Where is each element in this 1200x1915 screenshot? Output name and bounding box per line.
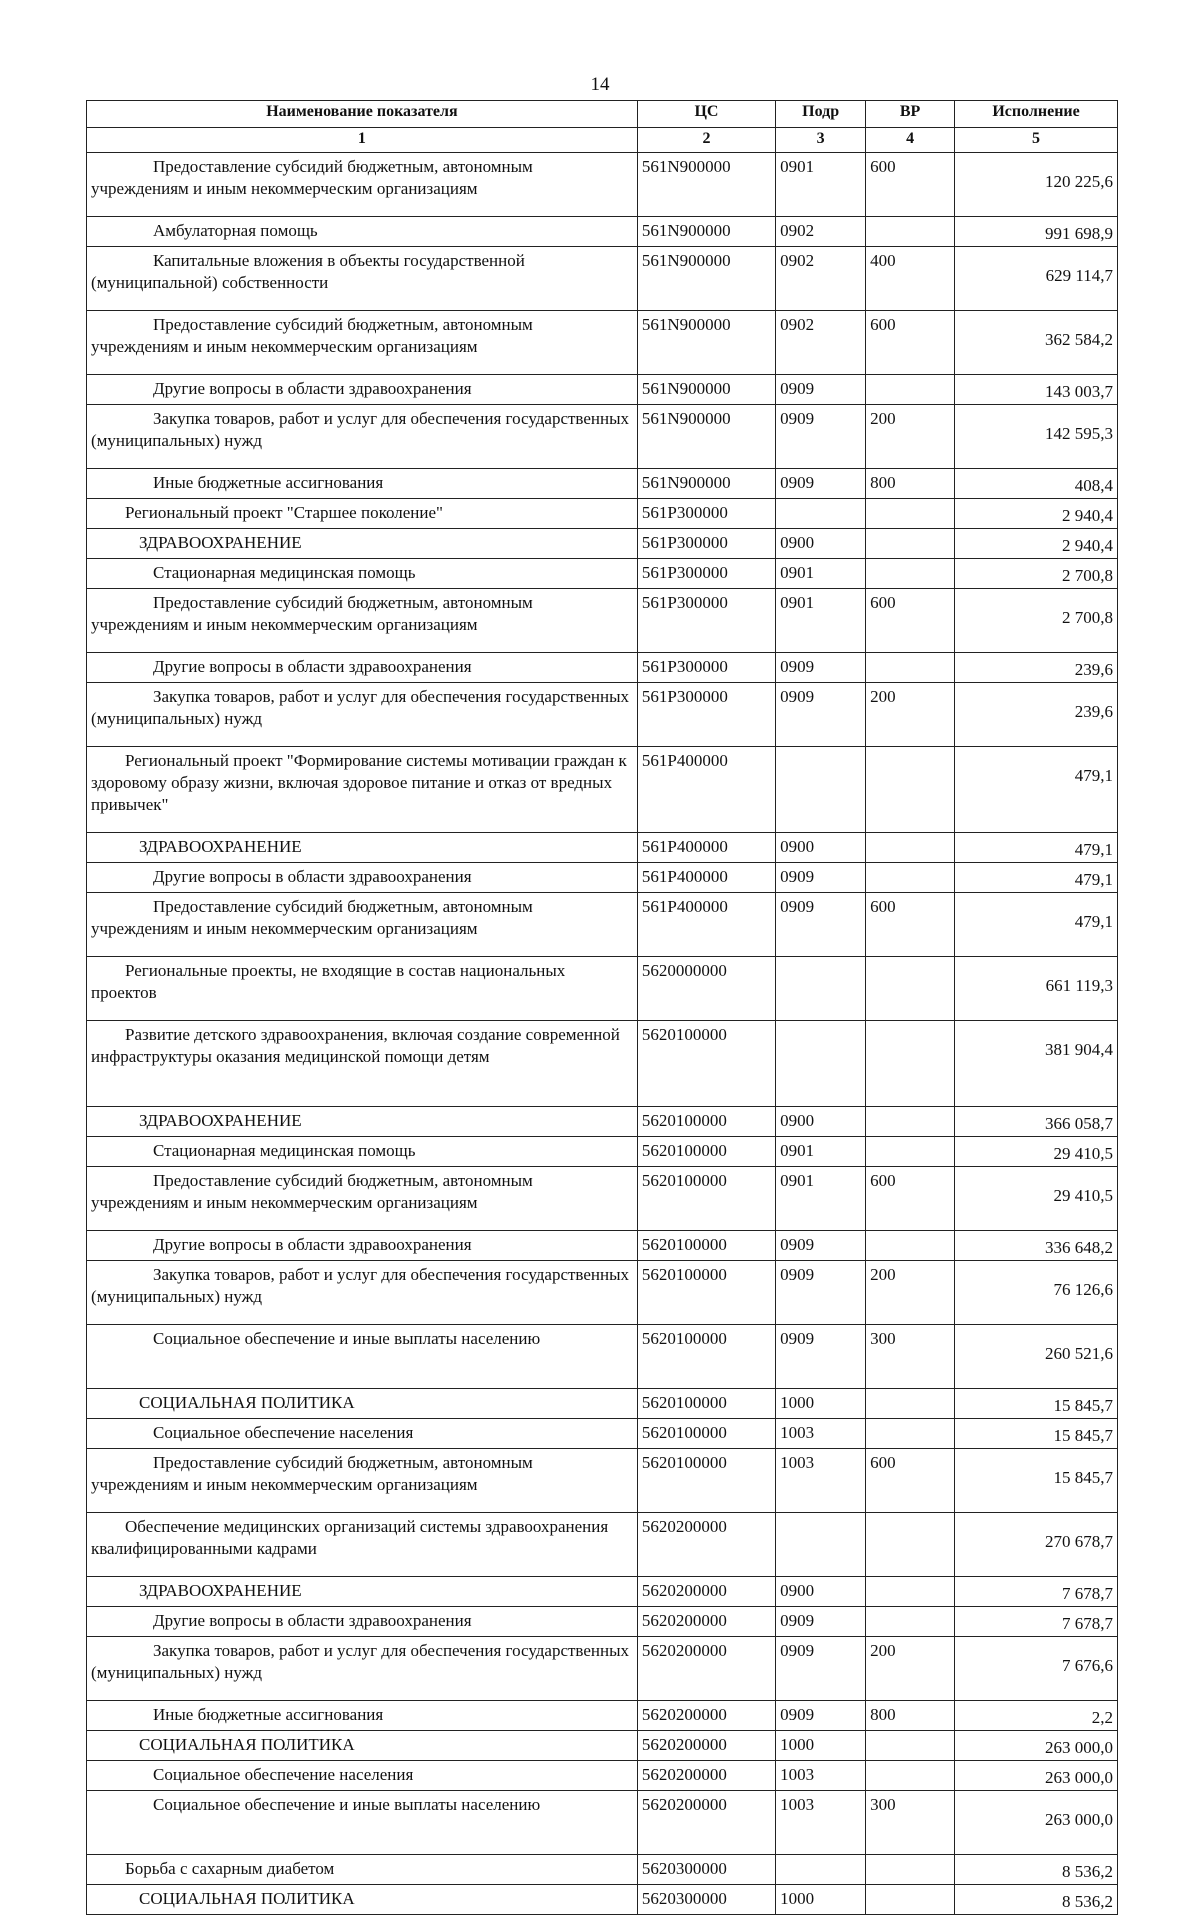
row-podr-code: 1003 — [776, 1449, 866, 1513]
row-vr-code — [866, 1389, 955, 1419]
budget-execution-table — [86, 100, 1118, 1915]
column-number-row — [87, 128, 1118, 153]
row-execution-value: 479,1 — [955, 863, 1118, 893]
row-indicator-name: Закупка товаров, работ и услуг для обеспечения государственных (муниципальных) нужд — [87, 683, 638, 747]
row-podr-code: 0909 — [776, 1637, 866, 1701]
row-cs-code: 561N900000 — [637, 217, 775, 247]
row-execution-value: 2 700,8 — [955, 559, 1118, 589]
row-vr-code — [866, 217, 955, 247]
row-podr-code: 1000 — [776, 1389, 866, 1419]
row-vr-code — [866, 499, 955, 529]
row-cs-code: 5620200000 — [637, 1791, 775, 1855]
row-indicator-name: Другие вопросы в области здравоохранения — [87, 863, 638, 893]
row-execution-value: 661 119,3 — [955, 957, 1118, 1021]
row-vr-code: 300 — [866, 1325, 955, 1389]
row-vr-code: 300 — [866, 1791, 955, 1855]
row-podr-code — [776, 1855, 866, 1885]
row-execution-value: 2 700,8 — [955, 589, 1118, 653]
column-number: 4 — [866, 128, 955, 153]
row-vr-code — [866, 747, 955, 833]
row-indicator-name: Предоставление субсидий бюджетным, автономным учреждениям и иным некоммерческим организациям — [87, 1449, 638, 1513]
row-execution-value: 8 536,2 — [955, 1885, 1118, 1915]
table-row — [87, 247, 1118, 311]
row-cs-code: 561P300000 — [637, 559, 775, 589]
row-podr-code: 0909 — [776, 1325, 866, 1389]
row-vr-code — [866, 1577, 955, 1607]
column-number: 2 — [637, 128, 775, 153]
row-vr-code: 600 — [866, 311, 955, 375]
row-indicator-name: Капитальные вложения в объекты государственной (муниципальной) собственности — [87, 247, 638, 311]
table-row — [87, 683, 1118, 747]
row-cs-code: 561N900000 — [637, 153, 775, 217]
row-cs-code: 561P400000 — [637, 863, 775, 893]
row-execution-value: 270 678,7 — [955, 1513, 1118, 1577]
row-vr-code: 200 — [866, 1637, 955, 1701]
row-podr-code: 0909 — [776, 653, 866, 683]
row-podr-code: 0902 — [776, 247, 866, 311]
row-indicator-name: Развитие детского здравоохранения, включая создание современной инфраструктуры оказания медицинской помощи детям — [87, 1021, 638, 1107]
row-vr-code — [866, 1885, 955, 1915]
row-indicator-name: Амбулаторная помощь — [87, 217, 638, 247]
header-podr: Подр — [776, 101, 866, 128]
row-podr-code: 0900 — [776, 1107, 866, 1137]
row-vr-code — [866, 957, 955, 1021]
row-podr-code: 0909 — [776, 1261, 866, 1325]
row-vr-code — [866, 375, 955, 405]
row-vr-code: 600 — [866, 153, 955, 217]
row-vr-code: 200 — [866, 1261, 955, 1325]
row-vr-code — [866, 1419, 955, 1449]
row-cs-code: 5620300000 — [637, 1885, 775, 1915]
row-vr-code — [866, 1731, 955, 1761]
row-execution-value: 479,1 — [955, 833, 1118, 863]
table-body — [87, 153, 1118, 1915]
row-podr-code: 0909 — [776, 1231, 866, 1261]
row-indicator-name: Предоставление субсидий бюджетным, автономным учреждениям и иным некоммерческим организациям — [87, 153, 638, 217]
row-podr-code: 0900 — [776, 529, 866, 559]
row-indicator-name: Другие вопросы в области здравоохранения — [87, 375, 638, 405]
row-vr-code: 800 — [866, 469, 955, 499]
row-indicator-name: ЗДРАВООХРАНЕНИЕ — [87, 1577, 638, 1607]
row-execution-value: 29 410,5 — [955, 1167, 1118, 1231]
row-indicator-name: Социальное обеспечение населения — [87, 1419, 638, 1449]
row-execution-value: 239,6 — [955, 653, 1118, 683]
row-podr-code: 0900 — [776, 833, 866, 863]
row-indicator-name: Предоставление субсидий бюджетным, автономным учреждениям и иным некоммерческим организациям — [87, 1167, 638, 1231]
table-row — [87, 1389, 1118, 1419]
table-row — [87, 1701, 1118, 1731]
row-cs-code: 561P300000 — [637, 653, 775, 683]
row-execution-value: 362 584,2 — [955, 311, 1118, 375]
row-vr-code: 200 — [866, 683, 955, 747]
row-vr-code: 800 — [866, 1701, 955, 1731]
row-cs-code: 5620100000 — [637, 1107, 775, 1137]
table-row — [87, 957, 1118, 1021]
row-cs-code: 561N900000 — [637, 469, 775, 499]
row-cs-code: 5620200000 — [637, 1637, 775, 1701]
row-vr-code — [866, 863, 955, 893]
row-podr-code: 1003 — [776, 1419, 866, 1449]
row-indicator-name: Борьба с сахарным диабетом — [87, 1855, 638, 1885]
row-vr-code — [866, 1137, 955, 1167]
row-execution-value: 15 845,7 — [955, 1419, 1118, 1449]
table-row — [87, 1513, 1118, 1577]
column-number: 3 — [776, 128, 866, 153]
row-cs-code: 5620200000 — [637, 1761, 775, 1791]
row-cs-code: 5620100000 — [637, 1021, 775, 1107]
row-vr-code — [866, 1021, 955, 1107]
row-podr-code — [776, 957, 866, 1021]
row-podr-code: 0909 — [776, 683, 866, 747]
table-row — [87, 375, 1118, 405]
row-execution-value: 76 126,6 — [955, 1261, 1118, 1325]
row-execution-value: 629 114,7 — [955, 247, 1118, 311]
row-indicator-name: СОЦИАЛЬНАЯ ПОЛИТИКА — [87, 1389, 638, 1419]
row-execution-value: 2,2 — [955, 1701, 1118, 1731]
row-indicator-name: Стационарная медицинская помощь — [87, 559, 638, 589]
row-indicator-name: Предоставление субсидий бюджетным, автономным учреждениям и иным некоммерческим организациям — [87, 589, 638, 653]
table-row — [87, 153, 1118, 217]
row-podr-code: 0909 — [776, 893, 866, 957]
row-podr-code: 0909 — [776, 1701, 866, 1731]
table-row — [87, 1261, 1118, 1325]
row-podr-code: 1003 — [776, 1791, 866, 1855]
row-podr-code: 0900 — [776, 1577, 866, 1607]
row-podr-code: 0901 — [776, 1167, 866, 1231]
table-row — [87, 1107, 1118, 1137]
row-cs-code: 5620200000 — [637, 1577, 775, 1607]
row-indicator-name: Закупка товаров, работ и услуг для обеспечения государственных (муниципальных) нужд — [87, 1637, 638, 1701]
table-row — [87, 833, 1118, 863]
row-podr-code: 0902 — [776, 217, 866, 247]
row-cs-code: 5620000000 — [637, 957, 775, 1021]
row-indicator-name: ЗДРАВООХРАНЕНИЕ — [87, 529, 638, 559]
row-podr-code: 0909 — [776, 375, 866, 405]
row-indicator-name: ЗДРАВООХРАНЕНИЕ — [87, 833, 638, 863]
table-row — [87, 589, 1118, 653]
row-cs-code: 561P400000 — [637, 893, 775, 957]
row-podr-code — [776, 499, 866, 529]
row-podr-code: 0901 — [776, 153, 866, 217]
row-indicator-name: Обеспечение медицинских организаций системы здравоохранения квалифицированными кадрами — [87, 1513, 638, 1577]
row-indicator-name: Иные бюджетные ассигнования — [87, 1701, 638, 1731]
row-execution-value: 336 648,2 — [955, 1231, 1118, 1261]
row-vr-code — [866, 653, 955, 683]
table-row — [87, 499, 1118, 529]
row-vr-code — [866, 1761, 955, 1791]
row-execution-value: 142 595,3 — [955, 405, 1118, 469]
row-vr-code — [866, 1107, 955, 1137]
row-indicator-name: Стационарная медицинская помощь — [87, 1137, 638, 1167]
row-indicator-name: Закупка товаров, работ и услуг для обеспечения государственных (муниципальных) нужд — [87, 1261, 638, 1325]
row-podr-code: 0909 — [776, 863, 866, 893]
table-row — [87, 1021, 1118, 1107]
row-indicator-name: Региональные проекты, не входящие в состав национальных проектов — [87, 957, 638, 1021]
row-cs-code: 561N900000 — [637, 247, 775, 311]
row-execution-value: 260 521,6 — [955, 1325, 1118, 1389]
row-vr-code — [866, 1513, 955, 1577]
row-vr-code — [866, 833, 955, 863]
row-indicator-name: СОЦИАЛЬНАЯ ПОЛИТИКА — [87, 1731, 638, 1761]
row-indicator-name: Другие вопросы в области здравоохранения — [87, 653, 638, 683]
row-cs-code: 5620200000 — [637, 1701, 775, 1731]
row-vr-code — [866, 1855, 955, 1885]
table-row — [87, 469, 1118, 499]
table-row — [87, 559, 1118, 589]
table-row — [87, 1731, 1118, 1761]
row-indicator-name: Предоставление субсидий бюджетным, автономным учреждениям и иным некоммерческим организациям — [87, 311, 638, 375]
table-row — [87, 1607, 1118, 1637]
row-indicator-name: Другие вопросы в области здравоохранения — [87, 1607, 638, 1637]
table-row — [87, 653, 1118, 683]
row-indicator-name: Иные бюджетные ассигнования — [87, 469, 638, 499]
row-podr-code: 0909 — [776, 1607, 866, 1637]
page-number: 14 — [590, 74, 610, 95]
row-cs-code: 5620200000 — [637, 1607, 775, 1637]
row-vr-code: 600 — [866, 893, 955, 957]
table-row — [87, 1167, 1118, 1231]
row-vr-code: 600 — [866, 589, 955, 653]
table-row — [87, 1137, 1118, 1167]
row-vr-code: 600 — [866, 1167, 955, 1231]
row-execution-value: 29 410,5 — [955, 1137, 1118, 1167]
row-execution-value: 479,1 — [955, 747, 1118, 833]
table-row — [87, 529, 1118, 559]
row-podr-code: 0901 — [776, 589, 866, 653]
row-cs-code: 561P300000 — [637, 499, 775, 529]
table-row — [87, 747, 1118, 833]
row-cs-code: 5620100000 — [637, 1389, 775, 1419]
row-indicator-name: Социальное обеспечение и иные выплаты населению — [87, 1791, 638, 1855]
row-execution-value: 263 000,0 — [955, 1791, 1118, 1855]
row-podr-code — [776, 1021, 866, 1107]
row-execution-value: 7 676,6 — [955, 1637, 1118, 1701]
row-cs-code: 5620100000 — [637, 1231, 775, 1261]
table-row — [87, 893, 1118, 957]
row-podr-code — [776, 1513, 866, 1577]
table-row — [87, 1791, 1118, 1855]
row-podr-code: 0902 — [776, 311, 866, 375]
row-podr-code: 0901 — [776, 559, 866, 589]
table-row — [87, 1231, 1118, 1261]
row-vr-code — [866, 559, 955, 589]
row-execution-value: 991 698,9 — [955, 217, 1118, 247]
row-podr-code: 0909 — [776, 469, 866, 499]
row-vr-code: 200 — [866, 405, 955, 469]
row-podr-code: 0909 — [776, 405, 866, 469]
row-indicator-name: Социальное обеспечение населения — [87, 1761, 638, 1791]
row-execution-value: 8 536,2 — [955, 1855, 1118, 1885]
row-cs-code: 561P400000 — [637, 747, 775, 833]
row-execution-value: 408,4 — [955, 469, 1118, 499]
row-podr-code: 0901 — [776, 1137, 866, 1167]
row-execution-value: 263 000,0 — [955, 1731, 1118, 1761]
row-vr-code — [866, 1607, 955, 1637]
row-cs-code: 5620200000 — [637, 1513, 775, 1577]
row-execution-value: 7 678,7 — [955, 1577, 1118, 1607]
row-vr-code: 600 — [866, 1449, 955, 1513]
row-cs-code: 561P300000 — [637, 683, 775, 747]
row-execution-value: 143 003,7 — [955, 375, 1118, 405]
row-cs-code: 5620100000 — [637, 1449, 775, 1513]
header-execution: Исполнение — [955, 101, 1118, 128]
row-execution-value: 2 940,4 — [955, 529, 1118, 559]
row-cs-code: 561P400000 — [637, 833, 775, 863]
row-indicator-name: Региональный проект "Старшее поколение" — [87, 499, 638, 529]
row-indicator-name: СОЦИАЛЬНАЯ ПОЛИТИКА — [87, 1885, 638, 1915]
row-cs-code: 5620300000 — [637, 1855, 775, 1885]
row-execution-value: 366 058,7 — [955, 1107, 1118, 1137]
table-row — [87, 1761, 1118, 1791]
header-indicator-name: Наименование показателя — [87, 101, 638, 128]
row-podr-code: 1000 — [776, 1885, 866, 1915]
column-number: 1 — [87, 128, 638, 153]
row-cs-code: 5620100000 — [637, 1167, 775, 1231]
row-indicator-name: Социальное обеспечение и иные выплаты населению — [87, 1325, 638, 1389]
table-row — [87, 1637, 1118, 1701]
row-execution-value: 2 940,4 — [955, 499, 1118, 529]
row-vr-code — [866, 529, 955, 559]
row-indicator-name: Региональный проект "Формирование системы мотивации граждан к здоровому образу жизни, включая здоровое питание и отказ от вредных привычек" — [87, 747, 638, 833]
table-row — [87, 1855, 1118, 1885]
table-row — [87, 1449, 1118, 1513]
row-podr-code: 1000 — [776, 1731, 866, 1761]
table-row — [87, 1885, 1118, 1915]
row-cs-code: 5620100000 — [637, 1419, 775, 1449]
row-cs-code: 5620100000 — [637, 1137, 775, 1167]
row-indicator-name: Другие вопросы в области здравоохранения — [87, 1231, 638, 1261]
header-cs: ЦС — [637, 101, 775, 128]
row-cs-code: 5620200000 — [637, 1731, 775, 1761]
table-row — [87, 1419, 1118, 1449]
row-vr-code — [866, 1231, 955, 1261]
row-cs-code: 561N900000 — [637, 375, 775, 405]
row-cs-code: 561N900000 — [637, 405, 775, 469]
row-execution-value: 15 845,7 — [955, 1389, 1118, 1419]
column-number: 5 — [955, 128, 1118, 153]
table-row — [87, 311, 1118, 375]
row-indicator-name: Предоставление субсидий бюджетным, автономным учреждениям и иным некоммерческим организациям — [87, 893, 638, 957]
header-vr: ВР — [866, 101, 955, 128]
row-podr-code: 1003 — [776, 1761, 866, 1791]
table-row — [87, 863, 1118, 893]
table-row — [87, 217, 1118, 247]
row-execution-value: 381 904,4 — [955, 1021, 1118, 1107]
row-cs-code: 561P300000 — [637, 589, 775, 653]
row-podr-code — [776, 747, 866, 833]
row-indicator-name: ЗДРАВООХРАНЕНИЕ — [87, 1107, 638, 1137]
row-cs-code: 561N900000 — [637, 311, 775, 375]
table-row — [87, 1325, 1118, 1389]
row-vr-code: 400 — [866, 247, 955, 311]
row-cs-code: 5620100000 — [637, 1261, 775, 1325]
row-execution-value: 479,1 — [955, 893, 1118, 957]
row-execution-value: 120 225,6 — [955, 153, 1118, 217]
table-row — [87, 405, 1118, 469]
row-execution-value: 239,6 — [955, 683, 1118, 747]
row-execution-value: 15 845,7 — [955, 1449, 1118, 1513]
row-execution-value: 7 678,7 — [955, 1607, 1118, 1637]
header-row — [87, 101, 1118, 128]
row-indicator-name: Закупка товаров, работ и услуг для обеспечения государственных (муниципальных) нужд — [87, 405, 638, 469]
table-row — [87, 1577, 1118, 1607]
row-execution-value: 263 000,0 — [955, 1761, 1118, 1791]
row-cs-code: 5620100000 — [637, 1325, 775, 1389]
row-cs-code: 561P300000 — [637, 529, 775, 559]
